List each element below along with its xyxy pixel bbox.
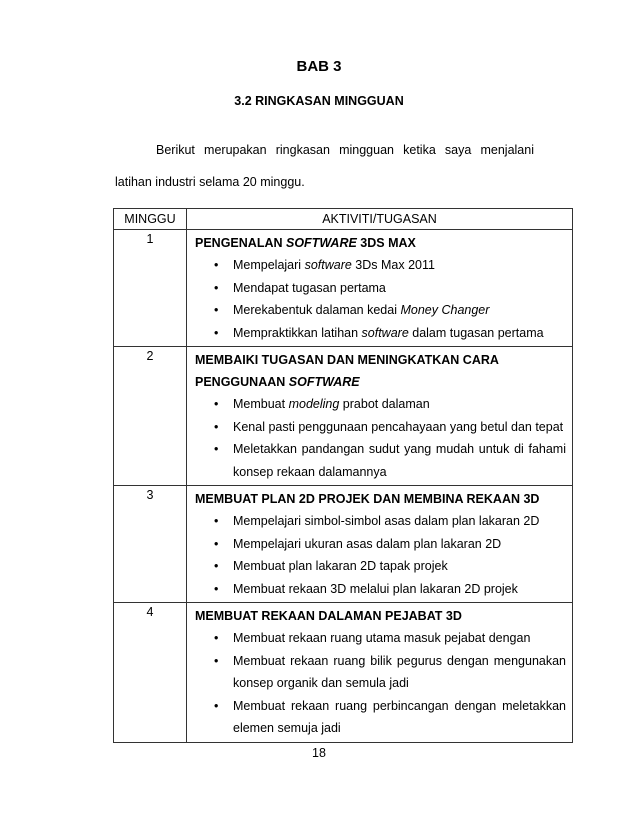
task-item [195, 438, 566, 483]
table-row [114, 230, 573, 347]
task-item [195, 254, 566, 277]
task-text: Membuat rekaan ruang bilik pegurus dengan mengunakan konsep organik dan semula jadi [233, 653, 566, 690]
activity-title-text: PENGENALAN [195, 236, 286, 250]
task-item [195, 627, 566, 650]
task-text: Membuat plan lakaran 2D tapak projek [233, 559, 448, 573]
chapter-heading: BAB 3 [296, 58, 342, 75]
intro-paragraph-line2: latihan industri selama 20 minggu. [115, 175, 305, 189]
table-header-row [114, 209, 573, 230]
activity-cell [187, 347, 573, 486]
table-row [114, 486, 573, 603]
task-list [195, 254, 566, 344]
table-row [114, 603, 573, 743]
task-text: Mendapat tugasan pertama [233, 280, 386, 295]
task-item [195, 510, 566, 533]
task-text: dalam tugasan pertama [408, 325, 544, 340]
table-body [114, 230, 573, 743]
task-item [195, 277, 566, 300]
activity-title-text: 3DS MAX [356, 236, 416, 250]
weekly-summary-table [113, 208, 573, 743]
task-item [195, 393, 566, 416]
activity-cell [187, 486, 573, 603]
task-item [195, 533, 566, 556]
week-number: 4 [114, 603, 187, 743]
task-item [195, 416, 566, 439]
task-text: 3Ds Max 2011 [351, 258, 435, 272]
task-item [195, 322, 566, 345]
table-row [114, 347, 573, 486]
activity-title [195, 488, 566, 510]
task-emphasis: modeling [288, 397, 340, 411]
task-text: Mempraktikkan latihan [233, 325, 362, 340]
task-text: Merekabentuk dalaman kedai [233, 303, 401, 317]
section-title: 3.2 RINGKASAN MINGGUAN [234, 94, 404, 108]
activity-title-text: MEMBUAT PLAN 2D PROJEK DAN MEMBINA REKAAN 3D [195, 492, 540, 506]
header-activity: AKTIVITI/TUGASAN [187, 209, 573, 230]
task-item [195, 650, 566, 695]
task-text: prabot dalaman [339, 397, 430, 411]
week-number: 2 [114, 347, 187, 486]
activity-cell [187, 603, 573, 743]
activity-title [195, 349, 566, 393]
activity-title-text: MEMBAIKI TUGASAN DAN MENINGKATKAN CARA PENGGUNAAN [195, 353, 499, 389]
task-text: Mempelajari [233, 258, 305, 272]
task-item [195, 555, 566, 578]
task-list [195, 510, 566, 600]
activity-title-text: MEMBUAT REKAAN DALAMAN PEJABAT 3D [195, 609, 462, 623]
task-emphasis: software [361, 325, 409, 340]
activity-title-emphasis: SOFTWARE [285, 236, 357, 250]
task-text: Meletakkan pandangan sudut yang mudah untuk di fahami konsep rekaan dalamannya [233, 442, 566, 479]
task-text: Membuat rekaan 3D melalui plan lakaran 2D projek [233, 581, 518, 596]
task-text: Mempelajari ukuran asas dalam plan lakaran 2D [233, 536, 502, 551]
task-item [195, 695, 566, 740]
task-item [195, 578, 566, 601]
task-list [195, 627, 566, 740]
activity-title [195, 232, 566, 254]
week-number: 3 [114, 486, 187, 603]
task-list [195, 393, 566, 483]
task-text: Kenal pasti penggunaan pencahayaan yang betul dan tepat [233, 419, 564, 434]
activity-title [195, 605, 566, 627]
page-number: 18 [312, 746, 326, 760]
week-number: 1 [114, 230, 187, 347]
task-emphasis: software [304, 258, 352, 272]
task-text: Membuat rekaan ruang perbincangan dengan meletakkan elemen semuja jadi [233, 698, 566, 735]
task-item [195, 299, 566, 322]
task-text: Membuat rekaan ruang utama masuk pejabat dengan [233, 631, 531, 645]
task-text: Mempelajari simbol-simbol asas dalam plan lakaran 2D [233, 514, 540, 528]
task-emphasis: Money Changer [400, 303, 490, 317]
intro-paragraph-line1: Berikut merupakan ringkasan mingguan ketika saya menjalani [156, 143, 534, 157]
task-text: Membuat [233, 397, 289, 411]
header-week: MINGGU [114, 209, 187, 230]
activity-title-emphasis: SOFTWARE [288, 375, 360, 389]
activity-cell [187, 230, 573, 347]
